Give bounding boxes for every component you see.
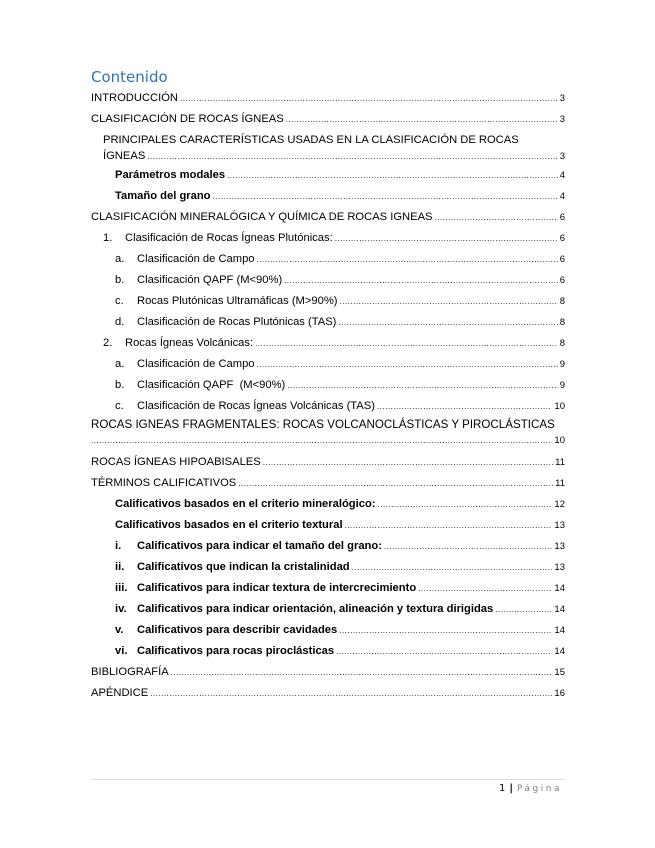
toc-entry-clasificacion-rocas-igneas[interactable]: [91, 112, 565, 127]
toc-leader-dots: [147, 150, 557, 164]
toc-entry-page: 6: [559, 212, 565, 223]
toc-leader-dots: [287, 379, 557, 393]
toc-entry-label: i. Calificativos para indicar el tamaño del grano:: [115, 540, 382, 552]
footer-page-number: 1: [498, 783, 506, 794]
toc-entry-page: 14: [554, 583, 565, 594]
toc-leader-dots: [238, 477, 553, 491]
toc-entry-label: ROCAS ÍGNEAS HIPOABISALES: [91, 456, 261, 468]
toc-entry-page: 11: [555, 457, 565, 468]
toc-entry-volcanicas[interactable]: [103, 336, 565, 351]
toc-entry-terminos-calificativos[interactable]: [91, 476, 565, 491]
toc-entry-page: 15: [554, 667, 565, 678]
toc-entry-label: Parámetros modales: [115, 169, 226, 181]
toc-entry-orientacion[interactable]: [115, 602, 565, 617]
toc-entry-plutonicas-ultramaficas[interactable]: [115, 294, 565, 309]
toc-entry-page: 10: [554, 435, 565, 446]
toc-entry-tamano-del-grano[interactable]: [115, 539, 565, 554]
toc-entry-label: d. Clasificación de Rocas Plutónicas (TAS): [115, 316, 337, 328]
toc-leader-dots: [384, 540, 552, 554]
toc-entry-page: 11: [555, 478, 565, 489]
toc-entry-principales-caracteristicas[interactable]: [103, 149, 565, 164]
toc-leader-dots: [263, 456, 553, 470]
toc-leader-dots: [435, 211, 558, 225]
toc-entry-criterio-mineralogico[interactable]: [115, 497, 565, 512]
toc-entry-number: d.: [115, 316, 125, 328]
toc-leader-dots: [227, 169, 558, 183]
toc-entry-page: 14: [554, 604, 565, 615]
toc-entry-page: 9: [559, 359, 565, 370]
toc-entry-page: 8: [559, 317, 565, 328]
toc-entry-label: v. Calificativos para describir cavidades: [115, 624, 338, 636]
toc-leader-dots: [378, 498, 553, 512]
toc-entry-number: a.: [115, 358, 125, 370]
toc-entry-page: 6: [559, 254, 565, 265]
toc-entry-label-line1[interactable]: ROCAS IGNEAS FRAGMENTALES: ROCAS VOLCANOCLÁSTICAS Y PIROCLÁSTICAS: [91, 418, 555, 431]
toc-entry-page: 4: [559, 170, 565, 181]
toc-entry-volcanicas-campo[interactable]: [115, 357, 565, 372]
toc-entry-label: 2. Rocas Ígneas Volcánicas:: [103, 337, 254, 349]
toc-entry-page: 9: [559, 380, 565, 391]
toc-entry-label: INTRODUCCIÓN: [91, 92, 179, 104]
toc-entry-intercrecimiento[interactable]: [115, 581, 565, 596]
toc-leader-dots: [171, 666, 553, 680]
toc-leader-dots: [255, 337, 558, 351]
toc-entry-page: 10: [554, 401, 565, 412]
toc-entry-label: 1. Clasificación de Rocas Ígneas Plutónicas:: [103, 232, 333, 244]
toc-entry-label: Calificativos basados en el criterio mineralógico:: [115, 498, 376, 510]
toc-entry-page: 6: [559, 275, 565, 286]
toc-entry-number: v.: [115, 624, 124, 636]
toc-entry-label: iii. Calificativos para indicar textura de intercrecimiento: [115, 582, 417, 594]
toc-leader-dots: [150, 687, 552, 701]
toc-entry-page: 16: [554, 688, 565, 699]
toc-entry-page: 3: [559, 93, 565, 104]
toc-leader-dots: [257, 358, 558, 372]
toc-entry-page: 6: [559, 233, 565, 244]
toc-entry-clasificacion-mineralogica[interactable]: [91, 210, 565, 225]
toc-leader-dots: [338, 316, 557, 330]
toc-entry-number: ii.: [115, 561, 125, 573]
toc-leader-dots: [213, 190, 558, 204]
toc-entry-page: 4: [559, 191, 565, 202]
toc-entry-label: c. Clasificación de Rocas Ígneas Volcánicas (TAS): [115, 400, 375, 412]
toc-entry-cavidades[interactable]: [115, 623, 565, 638]
toc-entry-label: APÉNDICE: [91, 687, 149, 699]
toc-entry-page: 8: [559, 338, 565, 349]
page-footer: [499, 783, 562, 794]
toc-entry-page: 13: [554, 562, 565, 573]
toc-entry-number: c.: [115, 295, 124, 307]
toc-entry-page: 3: [559, 114, 565, 125]
toc-entry-plutonicas-tas[interactable]: [115, 315, 565, 330]
toc-entry-number: vi.: [115, 645, 128, 657]
toc-leader-dots: [377, 400, 552, 414]
toc-entry-parametros-modales[interactable]: [115, 168, 565, 183]
toc-entry-label: iv. Calificativos para indicar orientación, alineación y textura dirigidas: [115, 603, 494, 615]
toc-entry-rocas-fragmentales[interactable]: [91, 434, 565, 448]
toc-entry-page: 13: [554, 520, 565, 531]
toc-entry-volcanicas-tas[interactable]: [115, 399, 565, 414]
toc-entry-label: b. Clasificación QAPF (M<90%): [115, 379, 286, 391]
toc-entry-bibliografia[interactable]: [91, 665, 565, 680]
toc-entry-number: i.: [115, 540, 122, 552]
toc-entry-number: iii.: [115, 582, 128, 594]
toc-leader-dots: [284, 274, 558, 288]
toc-leader-dots: [180, 92, 558, 106]
toc-entry-label: TÉRMINOS CALIFICATIVOS: [91, 477, 237, 489]
toc-entry-number: 1.: [103, 232, 113, 244]
toc-entry-label: Tamaño del grano: [115, 190, 211, 202]
toc-entry-number: iv.: [115, 603, 127, 615]
toc-leader-dots: [336, 645, 552, 659]
toc-leader-dots: [340, 295, 558, 309]
footer-divider: [91, 779, 565, 780]
toc-entry-label: BIBLIOGRAFÍA: [91, 666, 169, 678]
toc-entry-label: vi. Calificativos para rocas piroclásticas: [115, 645, 335, 657]
toc-entry-number: b.: [115, 379, 125, 391]
toc-entry-label: CLASIFICACIÓN DE ROCAS ÍGNEAS: [91, 113, 284, 125]
toc-entry-label: ÍGNEAS: [103, 150, 146, 162]
toc-entry-cristalinidad[interactable]: [115, 560, 565, 575]
toc-entry-tamano-grano[interactable]: [115, 189, 565, 204]
toc-entry-apendice[interactable]: [91, 686, 565, 701]
toc-leader-dots: [418, 582, 552, 596]
toc-entry-number: b.: [115, 274, 125, 286]
toc-entry-page: 13: [554, 541, 565, 552]
toc-entry-plutonicas-campo[interactable]: [115, 252, 565, 267]
toc-entry-label: Calificativos basados en el criterio textural: [115, 519, 343, 531]
footer-separator: |: [509, 783, 514, 794]
toc-entry-page: 12: [554, 499, 565, 510]
toc-entry-label: a. Clasificación de Campo: [115, 253, 255, 265]
toc-entry-introduccion[interactable]: [91, 91, 565, 106]
toc-entry-hipoabisales[interactable]: [91, 455, 565, 470]
toc-leader-dots: [495, 603, 552, 617]
toc-leader-dots: [339, 624, 552, 638]
toc-entry-label: b. Clasificación QAPF (M<90%): [115, 274, 283, 286]
toc-leader-dots: [335, 232, 558, 246]
toc-entry-number: a.: [115, 253, 125, 265]
toc-entry-criterio-textural[interactable]: [115, 518, 565, 533]
toc-leader-dots: [286, 113, 558, 127]
toc-entry-page: 3: [559, 151, 565, 162]
toc-leader-dots: [345, 519, 553, 533]
toc-entry-label: ii. Calificativos que indican la cristalinidad: [115, 561, 350, 573]
footer-page-word: Página: [517, 784, 562, 794]
toc-leader-dots: [91, 434, 552, 448]
toc-leader-dots: [257, 253, 558, 267]
toc-entry-number: 2.: [103, 337, 113, 349]
toc-title: Contenido: [91, 68, 168, 86]
toc-entry-page: 14: [554, 625, 565, 636]
toc-entry-label-line1[interactable]: PRINCIPALES CARACTERÍSTICAS USADAS EN LA CLASIFICACIÓN DE ROCAS: [103, 134, 519, 146]
toc-entry-label: a. Clasificación de Campo: [115, 358, 255, 370]
toc-entry-label: c. Rocas Plutónicas Ultramáficas (M>90%): [115, 295, 338, 307]
toc-entry-plutonicas-qapf[interactable]: [115, 273, 565, 288]
toc-entry-page: 8: [559, 296, 565, 307]
toc-entry-label: CLASIFICACIÓN MINERALÓGICA Y QUÍMICA DE ROCAS IGNEAS: [91, 211, 433, 223]
toc-entry-volcanicas-qapf[interactable]: [115, 378, 565, 393]
toc-entry-page: 14: [554, 646, 565, 657]
toc-leader-dots: [352, 561, 553, 575]
toc-entry-number: c.: [115, 400, 124, 412]
toc-entry-plutonicas[interactable]: [103, 231, 565, 246]
toc-entry-piroclasticas[interactable]: [115, 644, 565, 659]
